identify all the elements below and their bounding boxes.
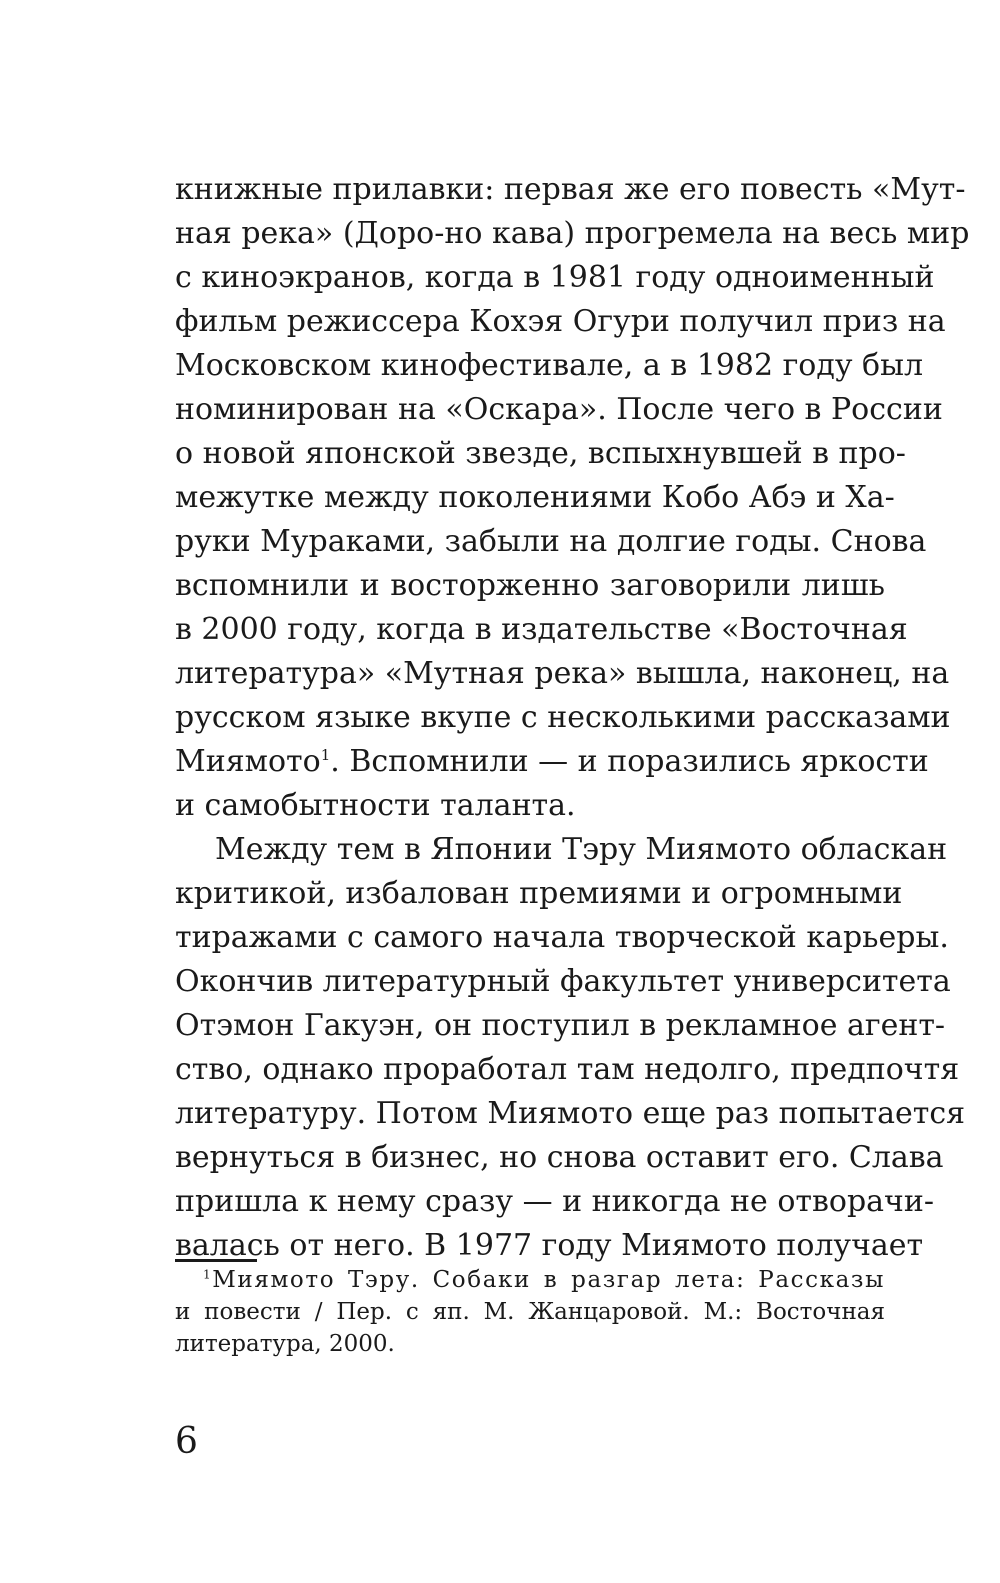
text-line: руки Мураками, забыли на долгие годы. Снова	[175, 524, 927, 559]
footnote-reference[interactable]: 1	[320, 746, 331, 764]
text-line: ная река» (Доро-но кава) прогремела на весь мир	[175, 216, 970, 251]
text-line: Московском кинофестивале, а в 1982 году был	[175, 348, 924, 383]
text-line: о новой японской звезде, вспыхнувшей в про-	[175, 436, 906, 471]
text-line: межутке между поколениями Кобо Абэ и Ха-	[175, 480, 895, 515]
text-fragment: . Вспомнили — и поразились яркости	[330, 744, 929, 779]
text-line: тиражами с самого начала творческой карьеры.	[175, 920, 949, 955]
main-text	[175, 168, 970, 1268]
text-line: Отэмон Гакуэн, он поступил в рекламное агент-	[175, 1008, 946, 1043]
text-line: критикой, избалован премиями и огромными	[175, 876, 903, 911]
text-line: вспомнили и восторженно заговорили лишь	[175, 568, 885, 603]
text-line: книжные прилавки: первая же его повесть «Мут-	[175, 172, 966, 207]
text-line: валась от него. В 1977 году Миямото получает	[175, 1228, 924, 1263]
text-line: с киноэкранов, когда в 1981 году одноименный	[175, 260, 935, 295]
page-number: 6	[175, 1421, 198, 1462]
text-line: Окончив литературный факультет университета	[175, 964, 951, 999]
text-line: литературу. Потом Миямото еще раз попытается	[175, 1096, 966, 1131]
footnote	[175, 1264, 885, 1360]
paragraph-start-line: Между тем в Японии Тэру Миямото обласкан	[215, 832, 948, 867]
footnote-line: литература, 2000.	[175, 1331, 395, 1357]
text-line: русском языке вкупе с несколькими рассказами	[175, 700, 951, 735]
footnote-line	[175, 1264, 885, 1296]
text-line: ство, однако проработал там недолго, предпочтя	[175, 1052, 960, 1087]
text-line: литература» «Мутная река» вышла, наконец, на	[175, 656, 950, 691]
paragraph-end-line: и самобытности таланта.	[175, 788, 576, 823]
text-fragment: Миямото	[175, 744, 321, 779]
footnote-mark: 1	[203, 1267, 213, 1282]
text-line-with-footnote-ref	[175, 740, 929, 784]
text-line: номинирован на «Оскара». После чего в России	[175, 392, 943, 427]
text-line: вернуться в бизнес, но снова оставит его. Слава	[175, 1140, 944, 1175]
footnote-line: и повести / Пер. с яп. М. Жанцаровой. М.: Восточная	[175, 1299, 885, 1325]
footnote-separator	[175, 1259, 257, 1262]
text-line: в 2000 году, когда в издательстве «Восточная	[175, 612, 908, 647]
text-line: фильм режиссера Кохэя Огури получил приз на	[175, 304, 946, 339]
footnote-text: Миямото Тэру. Собаки в разгар лета: Рассказы	[212, 1267, 885, 1293]
text-line: пришла к нему сразу — и никогда не отворачи-	[175, 1184, 934, 1219]
